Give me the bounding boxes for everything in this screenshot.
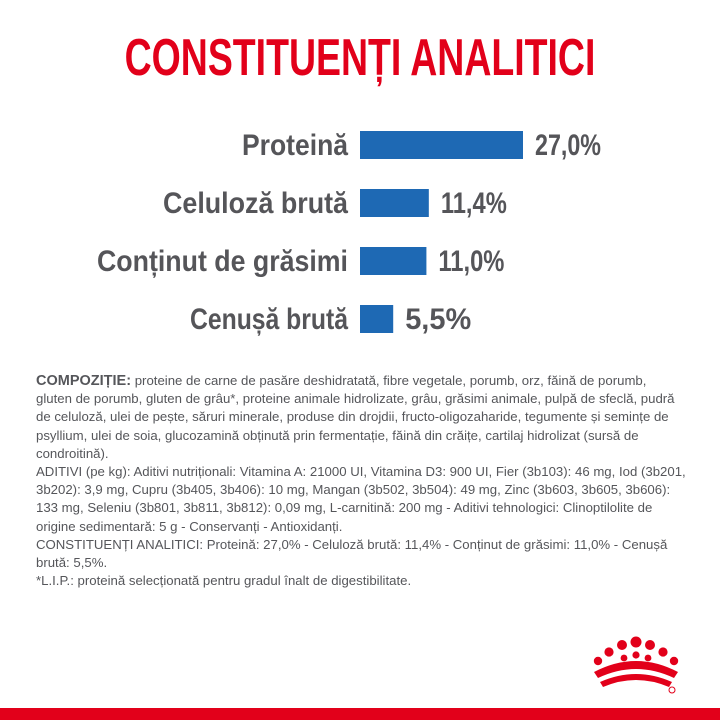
additives-text: ADITIVI (pe kg): Aditivi nutriționali: Vitamina A: 21000 UI, Vitamina D3: 900 UI, Fier (3b103): 46 mg, Iod (3b201, 3b202): 3,9 mg, Cupru (3b405, 3b406): 10 mg, Mangan (3b502, 3b504): 49 mg, Zinc (3b603, 3b605, 3b606): 133 mg, Seleniu (3b801, 3b811, 3b812): 0,09 mg, L-carnitină: 200 mg - Aditivi tehnologici: Clinoptilolite de origine sedimentară: 5 g - Conservanți - Antioxidanți. <box>36 464 686 534</box>
category-label: Conținut de grăsimi <box>97 245 348 278</box>
value-label: 11,0% <box>438 245 505 278</box>
category-label: Celuloză brută <box>163 187 349 220</box>
page-title: CONSTITUENȚI ANALITICI <box>124 29 596 87</box>
composition-label: COMPOZIȚIE: <box>36 373 132 389</box>
analytical-constituents-chart <box>0 115 720 345</box>
composition-block <box>36 372 686 590</box>
constituents-text: CONSTITUENȚI ANALITICI: Proteină: 27,0% - Celuloză brută: 11,4% - Conținut de grăsimi: 11,0% - Cenușă brută: 5,5%. <box>36 536 668 571</box>
bar <box>360 305 393 333</box>
category-label: Cenușă brută <box>190 303 349 336</box>
value-label: 27,0% <box>535 129 601 162</box>
royal-canin-crown-icon <box>588 632 684 696</box>
composition-paragraph <box>36 372 686 463</box>
bar <box>360 189 429 217</box>
value-label: 11,4% <box>440 187 507 220</box>
footnote-text: *L.I.P.: proteină selecționată pentru gradul înalt de digestibilitate. <box>36 573 412 589</box>
bottom-brand-bar <box>0 708 720 720</box>
category-label: Proteină <box>242 129 349 162</box>
composition-text: proteine de carne de pasăre deshidratată, fibre vegetale, porumb, orz, făină de porumb, gluten de porumb, gluten de grâu*, proteine animale hidrolizate, grâu, grăsimi animale, pulpă de sfeclă, pudră de celuloză, ulei de pește, săruri minerale, produse din drojdii, fructo-oligozaharide, tegumente și semințe de psyllium, ulei de soia, glucozamină obținută prin fermentație, făină din crăițe, cartilaj hidrolizat (sursă de condroitină). <box>36 373 675 461</box>
bar <box>360 247 426 275</box>
bar <box>360 131 523 159</box>
value-label: 5,5% <box>405 303 472 336</box>
